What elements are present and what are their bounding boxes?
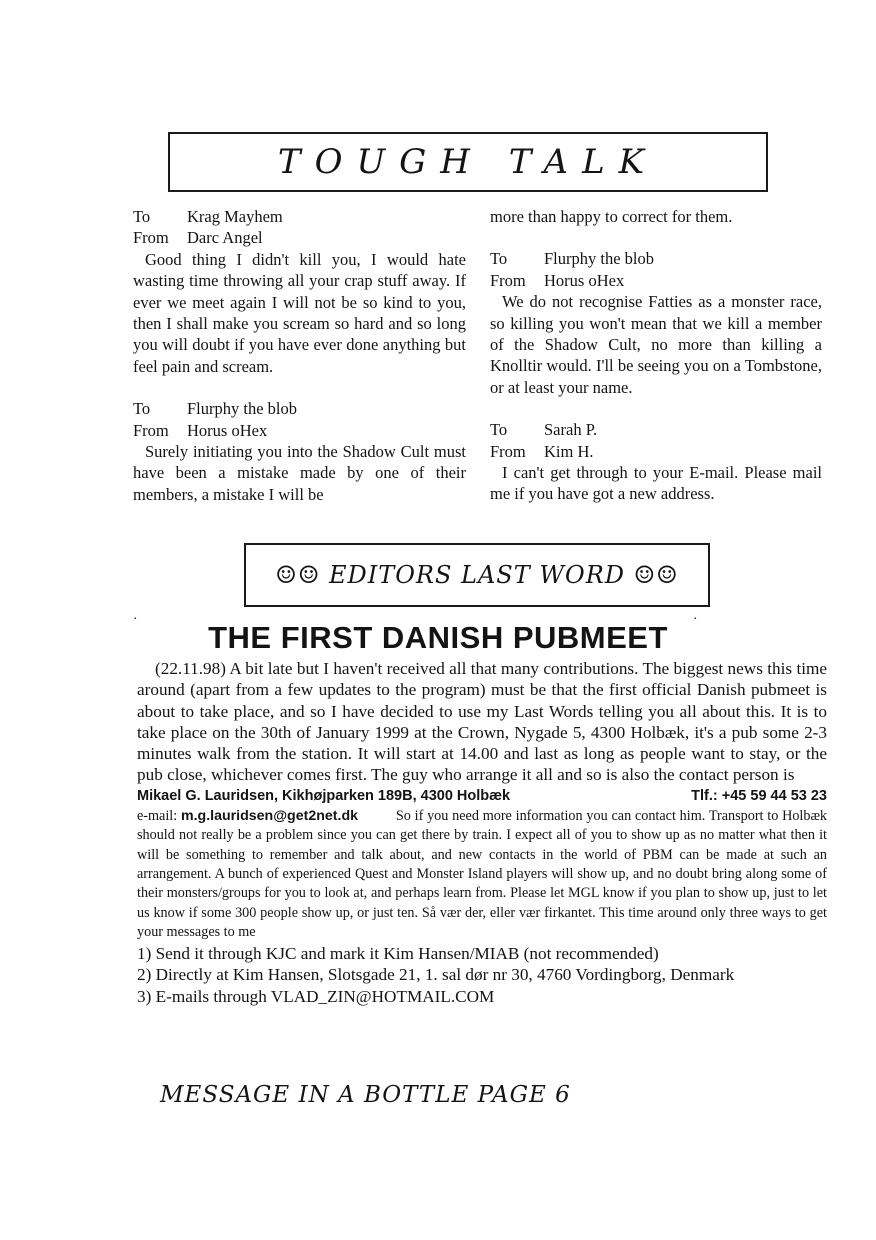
to-value: Krag Mayhem (187, 207, 283, 226)
message-from-line (490, 441, 822, 462)
message-from-line (133, 227, 466, 248)
from-value: Horus oHex (544, 270, 625, 290)
message-body: Surely initiating you into the Shadow Cult must have been a mistake made by one of their members, a mistake I will be (133, 442, 466, 504)
from-value: Kim H. (544, 441, 594, 461)
speck-mark: · (133, 612, 138, 627)
from-label: From (490, 270, 526, 290)
to-label: To (133, 399, 151, 419)
article-paragraph-text: So if you need more information you can contact him. Transport to Holbæk should not really be a problem since you can get there by train. I expect all of you to show up as no matter what then it will be something to remember and talk about, and new contacts in the world of PBM can be made at such an arrangement. A bunch of experienced Quest and Monster Island players will show up, and no doubt bring along some of their monsters/groups for you to look at, and perhaps learn from. Please let MGL know if you plan to show up, just to let us know if some 300 people show up, or just ten. Så vær der, eller vær firkantet. This time around only three ways to get your messages to me (137, 807, 828, 941)
editors-last-word-title: ☺☺ EDITORS LAST WORD ☺☺ (275, 561, 679, 589)
message-body: I can't get through to your E-mail. Please mail me if you have got a new address. (490, 463, 822, 504)
message-to-line (133, 398, 466, 419)
to-value: Flurphy the blob (187, 399, 297, 419)
tough-talk-title: TOUGH TALK (277, 142, 659, 182)
speck-mark: · (693, 612, 698, 627)
message-to-line (490, 419, 822, 440)
from-value: Horus oHex (187, 420, 268, 440)
email-label: e-mail: (137, 807, 178, 824)
page-footer: MESSAGE IN A BOTTLE PAGE 6 (160, 1082, 571, 1108)
article-paragraph (137, 807, 827, 943)
message-to-line (490, 248, 822, 269)
message-to-line (133, 206, 466, 227)
list-item: 3) E-mails through VLAD_ZIN@HOTMAIL.COM (137, 986, 495, 1006)
to-label: To (133, 207, 151, 226)
list-item: 2) Directly at Kim Hansen, Slotsgade 21, 1. sal dør nr 30, 4760 Vordingborg, Denmark (137, 965, 735, 985)
from-value: Darc Angel (187, 228, 263, 248)
to-value: Sarah P. (544, 420, 598, 440)
from-label: From (490, 441, 526, 461)
editors-last-word-box (244, 543, 710, 607)
email-address: m.g.lauridsen@get2net.dk (180, 807, 359, 824)
message-body: We do not recognise Fatties as a monster race, so killing you won't mean that we kill a member of the Shadow Cult, no more than killing a Knolltir would. I'll be seeing you on a Tombstone, or at least your name. (490, 292, 822, 397)
to-value: Flurphy the blob (544, 249, 654, 269)
message-from-line (490, 270, 822, 291)
article-paragraph: (22.11.98) A bit late but I haven't received all that many contributions. The biggest news this time around (apart from a few updates to the program) must be that the first official Danish pubmeet is about to take place, and so I have decided to use my Last Words telling you all about this. It is to take place on the 30th of January 1999 at the Crown, Nygade 5, 4300 Holbæk, it's a pub some 2-3 minutes walk from the station. It will start at 14.00 and last as long as people want to stay, or the pub close, whichever comes first. The guy who arrange it all and so is also the contact person is (137, 659, 827, 785)
list-item: 1) Send it through KJC and mark it Kim Hansen/MIAB (not recommended) (137, 943, 659, 963)
message-continuation: more than happy to correct for them. (490, 207, 733, 226)
tough-talk-left-column (133, 206, 466, 505)
tough-talk-right-column (490, 206, 822, 505)
article-heading: THE FIRST DANISH PUBMEET (208, 620, 668, 655)
contact-line (137, 786, 827, 807)
tough-talk-box (168, 132, 768, 192)
from-label: From (133, 228, 169, 248)
article-body (137, 658, 827, 1007)
from-label: From (133, 420, 169, 440)
message-from-line (133, 420, 466, 441)
contact-phone: Tlf.: +45 59 44 53 23 (691, 787, 827, 804)
to-label: To (490, 249, 508, 269)
to-label: To (490, 420, 508, 440)
message-body: Good thing I didn't kill you, I would hate wasting time throwing all your crap stuff away. If ever we meet again I will not be so kind to you, then I shall make you scream so hard and so long you will doubt if you have ever done anything but feel pain and scream. (133, 249, 466, 376)
contact-name: Mikael G. Lauridsen, Kikhøjparken 189B, 4300 Holbæk (137, 787, 511, 804)
